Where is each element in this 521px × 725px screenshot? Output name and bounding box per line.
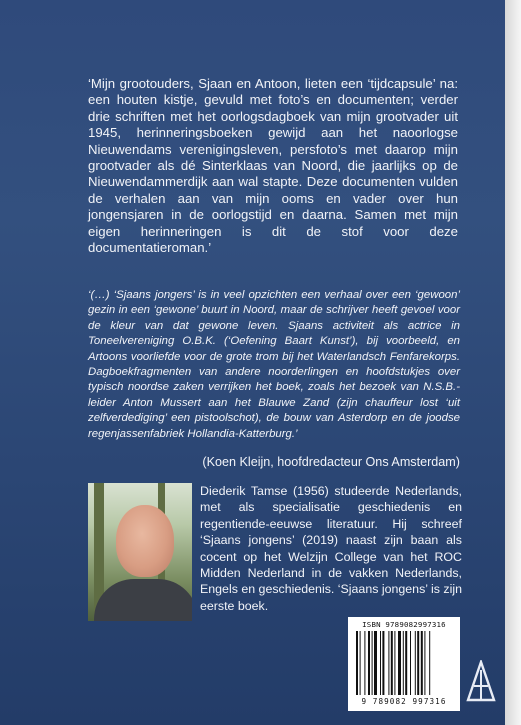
barcode-bar <box>368 631 370 695</box>
author-photo <box>88 483 192 621</box>
author-head <box>116 505 174 577</box>
publisher-logo-icon <box>466 660 496 704</box>
barcode-bar <box>360 631 361 695</box>
page-edge <box>505 0 521 725</box>
barcode-bar <box>421 631 423 695</box>
review-attribution: (Koen Kleijn, hoofdredacteur Ons Amsterdam) <box>202 455 460 469</box>
author-bio: Diederik Tamse (1956) studeerde Nederlands, met als specialisatie geschiedenis en regentiende-eeuwse literatuur. Hij schreef ‘Sjaans jongens’ (2019) naast zijn baan als cocent op het Welzijn College van het ROC Midden Nederland in de vakken Nederlands, Engels en geschiedenis. ‘Sjaans jongens’ is zijn eerste boek. <box>200 484 462 613</box>
barcode-bar <box>410 631 411 695</box>
barcode-bar <box>388 631 389 695</box>
barcode-bar <box>382 631 384 695</box>
barcode-bar <box>415 631 416 695</box>
barcode-bar <box>417 631 419 695</box>
barcode-bar <box>424 631 425 695</box>
intro-paragraph: ‘Mijn grootouders, Sjaan en Antoon, lieten een ‘tijdcapsule’ na: een houten kistje, gevuld met foto’s en documenten; verder drie schriften met het oorlogsdagboek van mijn grootvader uit 1945, herinneringsboeken gewijd aan het naoorlogse Nieuwendams verenigingsleven, persfoto’s met daarop mijn grootvader als dé Sinterklaas van Noord, die jaarlijks op de Nieuwendammerdijk aan wal stapte. Deze documenten vulden de verhalen aan van mijn ooms en vader over hun jongensjaren in de oorlogstijd en daarna. Samen met mijn eigen herinneringen is dit de stof voor deze documentatieroman.’ <box>88 76 458 256</box>
author-shirt <box>94 579 192 621</box>
barcode-bar <box>374 631 377 695</box>
barcode-bar <box>403 631 404 695</box>
barcode-bar <box>364 631 365 695</box>
review-quote: ‘(…) ‘Sjaans jongers’ is in veel opzichten een verhaal over een ‘gewoon’ gezin in een ‘gewone’ buurt in Noord, maar de schrijver heeft gevoel voor de kleur van dat gewone leven. Sjaans activiteit als actrice in Toneelvereniging O.B.K. (‘Oefening Baart Kunst’), bij voorbeeld, en Artoons voorliefde voor de grote trom bij het Waterlandsch Fenfarekorps. Dagboekfragmenten van andere noorderlingen en hoofdstukjes over typisch noordse zaken verrijken het boek, zoals het bezoek van N.S.B.-leider Anton Mussert aan het Blauwe Zand (zijn chauffeur lost ‘uit zelfverdediging’ een pistoolschot), de bouw van Asterdorp en de joodse regenjassenfabriek Hollandia-Katterburg.’ <box>88 289 460 440</box>
barcode-bar <box>391 631 393 695</box>
barcode-bar <box>394 631 395 695</box>
barcode-bar <box>405 631 407 695</box>
isbn-label: ISBN 9789082997316 <box>362 620 446 629</box>
barcode <box>348 617 460 711</box>
barcode-bar <box>380 631 381 695</box>
barcode-digits: 9 789082 997316 <box>361 697 447 706</box>
barcode-bar <box>429 631 430 695</box>
barcode-bars <box>356 631 452 695</box>
barcode-bar <box>398 631 401 695</box>
barcode-bar <box>372 631 373 695</box>
barcode-bar <box>356 631 358 695</box>
